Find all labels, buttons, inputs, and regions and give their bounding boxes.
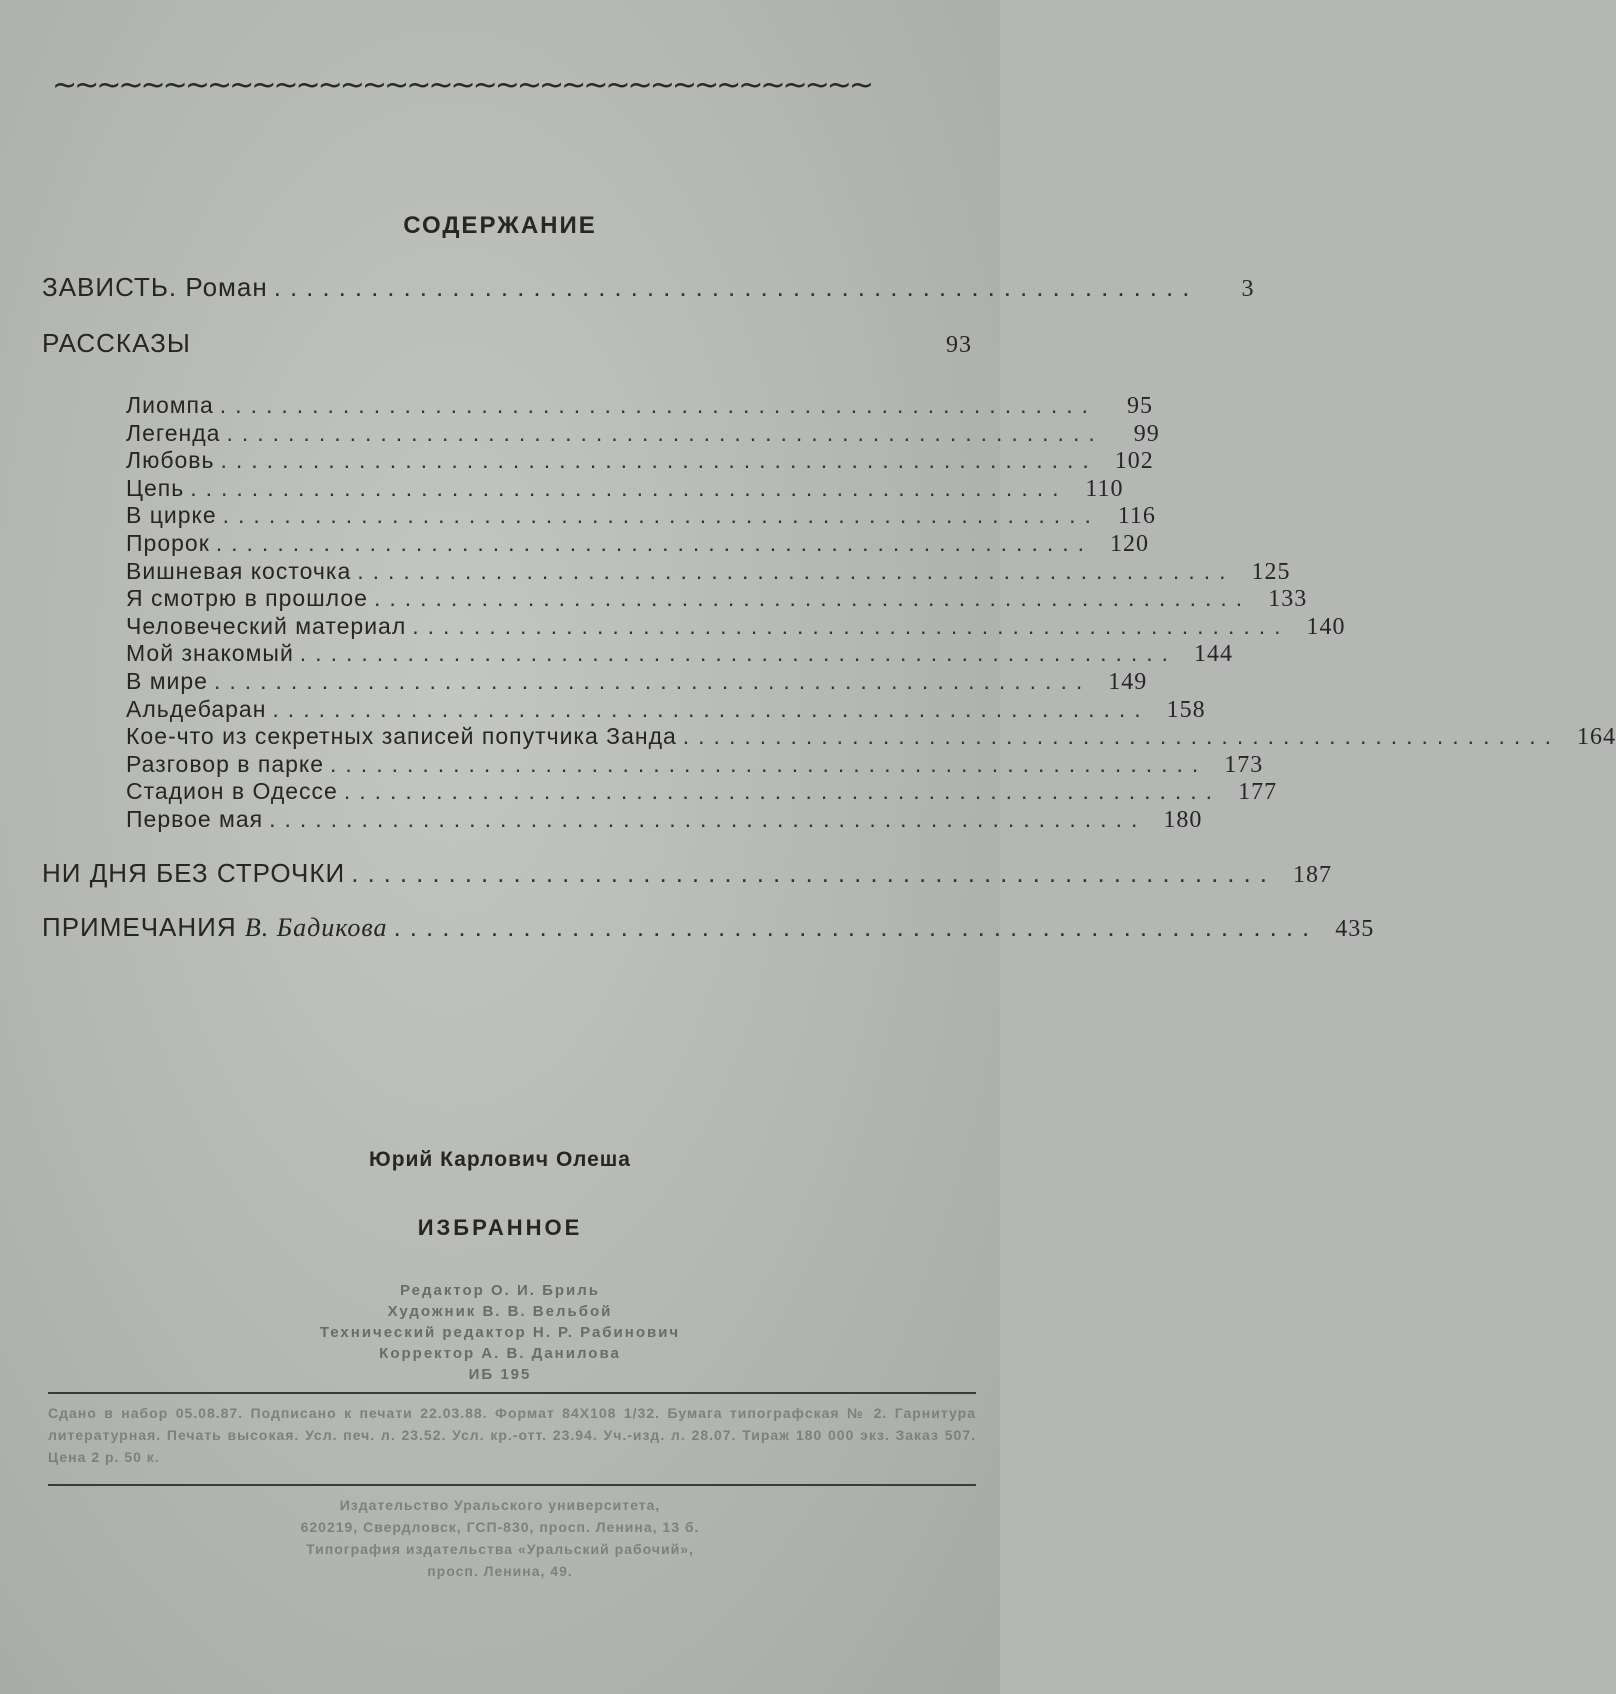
publisher-line: 620219, Свердловск, ГСП-830, просп. Ленина, 13 б.	[300, 1519, 700, 1535]
toc-story-page: 133	[1268, 586, 1308, 613]
credit-proofreader: Корректор А. В. Данилова	[379, 1345, 621, 1362]
toc-story-label: Стадион в Одессе	[126, 778, 338, 805]
toc-leader-dots: .........................................................	[273, 272, 1199, 302]
toc-story-label: Человеческий материал	[126, 612, 407, 639]
toc-notes-author: В. Бадикова	[244, 913, 388, 942]
toc-leader-dots: .........................................................	[357, 557, 1235, 584]
toc-leader-dots: .........................................................	[343, 778, 1222, 805]
toc-entry-label: РАССКАЗЫ	[42, 328, 191, 358]
toc-story-entry	[126, 557, 1291, 586]
toc-leader-dots: .........................................................	[412, 612, 1290, 639]
imprint-print-specs: Сдано в набор 05.08.87. Подписано к печати 22.03.88. Формат 84Х108 1/32. Бумага типографская № 2. Гарнитура литературная. Печать высокая. Усл. печ. л. 23.52. Усл. кр.-отт. 23.94. Уч.-изд. л. 28.07. Тираж 180 000 экз. Заказ 507. Цена 2 р. 50 к.	[48, 1405, 976, 1465]
toc-story-entry	[126, 778, 1278, 806]
toc-story-entry	[126, 419, 1160, 448]
toc-story-label: Любовь	[126, 447, 215, 474]
toc-story-label: Разговор в парке	[126, 750, 325, 777]
publisher-line: Типография издательства «Уральский рабочий»,	[306, 1541, 694, 1557]
imprint-publisher	[0, 1494, 1000, 1582]
ornament-wave-line: ~~~~~~~~~~~~~~~~~~~~~~~~~~~~~~~~~~~~~	[52, 68, 872, 103]
toc-story-page: 102	[1114, 448, 1154, 475]
toc-entry-label	[42, 912, 388, 943]
toc-story-entry	[126, 668, 1148, 696]
credit-editor: Редактор О. И. Бриль	[399, 1282, 601, 1299]
toc-entry-label: ЗАВИСТЬ. Роман	[42, 272, 268, 302]
toc-entry-ni-dnya	[42, 858, 1332, 889]
toc-leader-dots: .........................................................	[682, 723, 1561, 750]
toc-story-page: 116	[1117, 503, 1156, 530]
toc-story-entry	[126, 585, 1308, 613]
toc-story-page: 173	[1224, 751, 1264, 778]
toc-story-entry	[126, 640, 1234, 668]
toc-entry-page: 187	[1292, 862, 1332, 888]
toc-story-label: Цепь	[126, 474, 185, 501]
toc-story-page: 164	[1577, 724, 1616, 751]
toc-story-page: 120	[1110, 531, 1150, 557]
toc-story-entry	[126, 474, 1124, 503]
credit-artist: Художник В. В. Вельбой	[387, 1303, 613, 1320]
credit-ib-number: ИБ 195	[468, 1366, 532, 1383]
toc-leader-dots: .........................................................	[215, 530, 1094, 556]
toc-story-label: Первое мая	[126, 806, 264, 832]
toc-entry-page: 93	[946, 332, 972, 358]
toc-story-label: Альдебаран	[126, 695, 267, 722]
toc-story-page: 110	[1085, 475, 1124, 502]
toc-entry-notes	[42, 912, 1375, 943]
toc-entry-page: 435	[1335, 916, 1375, 942]
imprint-book-title: ИЗБРАННОЕ	[417, 1215, 583, 1240]
toc-story-entry	[126, 695, 1206, 724]
toc-story-entry	[126, 612, 1346, 641]
toc-story-label: Пророк	[126, 530, 210, 556]
toc-notes-label: ПРИМЕЧАНИЯ	[42, 912, 237, 942]
credit-tech-editor: Технический редактор Н. Р. Рабинович	[319, 1324, 681, 1341]
toc-story-page: 99	[1133, 420, 1160, 447]
toc-story-label: В мире	[126, 668, 208, 694]
toc-story-page: 125	[1251, 558, 1291, 585]
toc-leader-dots: .........................................................	[393, 912, 1319, 942]
toc-story-entry	[126, 392, 1154, 420]
toc-story-label: Лиомпа	[126, 392, 214, 418]
toc-entry-rasskazy	[42, 328, 972, 359]
toc-story-entry	[126, 723, 1616, 751]
toc-leader-dots: .........................................................	[213, 668, 1092, 694]
toc-leader-dots: .........................................................	[272, 695, 1150, 722]
publisher-line: Издательство Уральского университета,	[339, 1497, 661, 1513]
toc-leader-dots: .........................................................	[190, 474, 1068, 501]
toc-story-label: В цирке	[126, 502, 217, 529]
toc-leader-dots: .........................................................	[269, 806, 1147, 832]
toc-leader-dots: .........................................................	[219, 392, 1098, 418]
toc-entry-page: 3	[1241, 276, 1255, 302]
toc-leader-dots: .........................................................	[226, 419, 1104, 446]
toc-story-label: Вишневая косточка	[126, 557, 352, 584]
toc-story-page: 149	[1108, 669, 1148, 695]
toc-story-entry	[126, 530, 1150, 558]
toc-story-page: 95	[1127, 393, 1154, 419]
toc-entry-label: НИ ДНЯ БЕЗ СТРОЧКИ	[42, 858, 346, 888]
divider-top	[48, 1392, 976, 1394]
toc-leader-dots: .........................................................	[330, 750, 1208, 777]
toc-story-label: Легенда	[126, 419, 221, 446]
toc-story-entry	[126, 750, 1264, 779]
divider-bottom	[48, 1484, 976, 1486]
toc-leader-dots: .........................................................	[373, 585, 1252, 612]
publisher-line: просп. Ленина, 49.	[427, 1563, 573, 1579]
imprint-author: Юрий Карлович Олеша	[369, 1148, 631, 1171]
toc-story-page: 180	[1163, 807, 1203, 833]
toc-entry-zavist	[42, 272, 1255, 303]
toc-story-page: 158	[1166, 696, 1206, 723]
toc-leader-dots: .........................................................	[351, 858, 1276, 888]
toc-leader-dots: .........................................................	[220, 447, 1098, 474]
toc-leader-dots: .........................................................	[222, 502, 1100, 529]
toc-story-page: 144	[1194, 641, 1234, 668]
imprint-credits	[0, 1280, 1000, 1385]
toc-leader-dots: .........................................................	[299, 640, 1178, 667]
toc-story-page: 140	[1306, 613, 1346, 640]
toc-story-page: 177	[1238, 779, 1278, 806]
toc-story-label: Кое-что из секретных записей попутчика Занда	[126, 723, 677, 750]
toc-story-label: Я смотрю в прошлое	[126, 585, 368, 612]
toc-story-entry	[126, 502, 1156, 530]
toc-title: СОДЕРЖАНИЕ	[403, 212, 597, 239]
toc-story-entry	[126, 447, 1154, 475]
toc-story-label: Мой знакомый	[126, 640, 294, 667]
toc-story-entry	[126, 806, 1203, 834]
